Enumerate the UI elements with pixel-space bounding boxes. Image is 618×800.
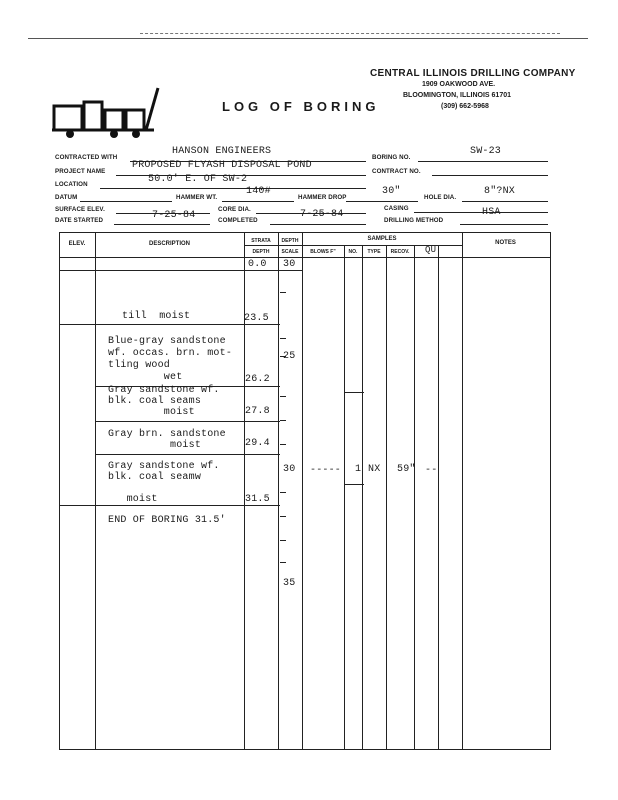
col-line-qu (438, 245, 439, 749)
header-scale: SCALE (281, 249, 299, 255)
col-line-blows (344, 245, 345, 749)
line-hammer-wt (222, 201, 294, 202)
col-line-strata (278, 232, 279, 749)
header-samples: SAMPLES (367, 236, 397, 242)
scale-label-25: 25 (283, 351, 296, 362)
header-blows: BLOWS F" (310, 249, 336, 255)
line-location (100, 188, 366, 189)
scale-tick (280, 420, 286, 421)
line-datum (80, 201, 172, 202)
value-completed: 7-25-84 (300, 209, 344, 220)
scale-tick (280, 444, 286, 445)
layer-rule-4 (95, 454, 280, 455)
layer-3-description: Gray sandstone wf. blk. coal seams moist (108, 385, 220, 418)
top-dash-rule (140, 33, 560, 34)
col-line-elev (95, 232, 96, 749)
header-description: DESCRIPTION (148, 241, 190, 247)
label-hammer-wt: HAMMER WT. (176, 194, 218, 201)
scale-tick (280, 492, 286, 493)
label-contracted-with: CONTRACTED WITH (55, 154, 118, 161)
line-drilling-method (460, 224, 548, 225)
header-notes: NOTES (495, 240, 516, 246)
layer-5-description: Gray sandstone wf. blk. coal seamw moist (108, 461, 220, 505)
scale-tick (280, 516, 286, 517)
sample-blows: ----- (310, 465, 342, 476)
sample-mark-top (344, 392, 364, 393)
scale-label-35: 35 (283, 578, 296, 589)
value-hammer-drop: 30" (382, 186, 401, 197)
line-contract-no (432, 175, 548, 176)
header-type: TYPE (367, 249, 381, 255)
layer-5-depth: 31.5 (245, 494, 270, 505)
label-hole-dia: HOLE DIA. (424, 194, 457, 201)
first-depth: 0.0 (248, 259, 267, 270)
company-address-2: BLOOMINGTON, ILLINOIS 61701 (403, 92, 512, 99)
header-depth-sub: DEPTH (252, 249, 270, 255)
page-title: LOG OF BORING (222, 99, 380, 114)
layer-1-description: till moist (122, 311, 191, 322)
sample-no: 1 (355, 464, 362, 475)
line-hole-dia (462, 201, 548, 202)
label-casing: CASING (384, 205, 409, 212)
header-elev: ELEV. (68, 241, 86, 247)
label-datum: DATUM (55, 194, 78, 201)
sample-recov: 59" (397, 464, 416, 475)
scale-label-30: 30 (283, 464, 296, 475)
scale-tick (280, 338, 286, 339)
label-core-dia: CORE DIA. (218, 206, 251, 213)
layer-rule-5 (59, 505, 280, 506)
col-line-notes (462, 232, 463, 749)
col-line-type (386, 245, 387, 749)
value-hole-dia: 8"?NX (484, 186, 516, 197)
layer-4-description: Gray brn. sandstone moist (108, 429, 226, 451)
top-rule (28, 38, 588, 39)
line-completed (270, 224, 366, 225)
label-hammer-drop: HAMMER DROP (298, 194, 347, 201)
company-phone: (309) 662-5968 (441, 103, 489, 110)
scale-tick (280, 562, 286, 563)
table-header-bottom-rule (59, 257, 550, 258)
sample-qu: -- (425, 465, 438, 476)
col-line-scale (302, 232, 303, 749)
layer-4-depth: 29.4 (245, 438, 270, 449)
value-boring-no: SW-23 (470, 146, 502, 157)
line-hammer-drop (346, 201, 418, 202)
col-line-desc (244, 232, 245, 749)
value-hammer-wt: 140# (246, 186, 271, 197)
header-no: NO. (348, 249, 358, 255)
label-completed: COMPLETED (218, 217, 258, 224)
line-casing (414, 212, 548, 213)
first-scale: 30 (283, 259, 296, 270)
label-location: LOCATION (55, 181, 88, 188)
line-date-started (114, 224, 210, 225)
label-drilling-method: DRILLING METHOD (384, 217, 444, 224)
layer-rule-3 (95, 421, 280, 422)
value-location: 50.0' E. OF SW-2 (148, 174, 248, 185)
sample-type: NX (368, 464, 381, 475)
company-name: CENTRAL ILLINOIS DRILLING COMPANY (370, 68, 576, 79)
drill-truck-logo (50, 84, 162, 142)
layer-rule-1 (59, 324, 280, 325)
value-contracted-with: HANSON ENGINEERS (172, 146, 272, 157)
label-project-name: PROJECT NAME (55, 168, 106, 175)
header-qu: QU (425, 245, 437, 255)
scale-tick (280, 396, 286, 397)
label-boring-no: BORING NO. (372, 154, 411, 161)
header-depth-top: DEPTH (281, 238, 299, 244)
line-boring-no (418, 161, 548, 162)
col-line-recov (414, 245, 415, 749)
scale-tick (280, 292, 286, 293)
layer-1-depth: 23.5 (244, 313, 269, 324)
layer-3-depth: 27.8 (245, 406, 270, 417)
header-recov: RECOV. (390, 249, 410, 255)
sample-mark-bottom (344, 484, 364, 485)
value-casing: HSA (482, 207, 501, 218)
value-project-name: PROPOSED FLYASH DISPOSAL POND (132, 160, 312, 171)
scale-tick (280, 540, 286, 541)
label-surface-elev: SURFACE ELEV. (55, 206, 105, 213)
layer-2-depth: 26.2 (245, 374, 270, 385)
col-line-no (362, 245, 363, 749)
company-address-1: 1909 OAKWOOD AVE. (422, 81, 496, 88)
header-strata: STRATA (251, 238, 271, 244)
label-date-started: DATE STARTED (55, 217, 104, 224)
end-of-boring-text: END OF BORING 31.5' (108, 515, 226, 526)
label-contract-no: CONTRACT NO. (372, 168, 421, 175)
value-date-started: 7-25-84 (152, 210, 196, 221)
layer-2-description: Blue-gray sandstone wf. occas. brn. mot- tling wood wet (108, 336, 233, 383)
